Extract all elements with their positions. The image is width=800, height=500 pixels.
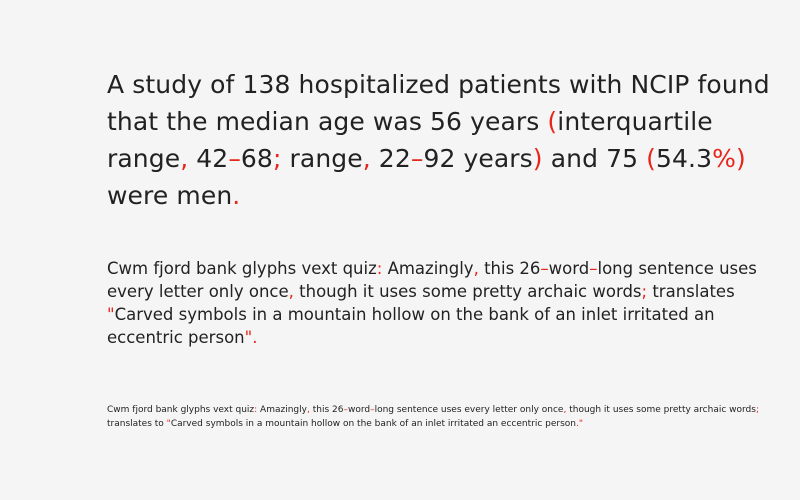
text-run: eccentric person [107,328,245,347]
accent-punctuation: %) [712,144,746,173]
accent-punctuation: ; [755,405,760,415]
text-run: though it uses some pretty archaic words [293,282,642,301]
accent-punctuation: – [370,405,375,415]
accent-punctuation: , [288,282,294,301]
text-run: Cwm fjord bank glyphs vext quiz [107,405,255,415]
text-run: Carved symbols in a mountain hollow on the bank of an inlet irritated an [114,305,715,324]
text-run: every letter only once [107,282,289,301]
text-run: long sentence uses every letter only once [374,405,564,415]
text-run: though it uses some pretty archaic words [566,405,756,415]
text-run: range [281,144,363,173]
accent-punctuation: ( [547,107,558,136]
text-run: translates to [107,418,167,429]
text-line [107,140,800,177]
text-run: 68 [240,144,273,173]
text-run: 92 years [423,144,533,173]
text-run: word [548,259,590,278]
accent-punctuation: ." [576,418,584,429]
text-run: and 75 [542,144,647,173]
text-run: word [347,405,371,415]
text-run: Amazingly [382,259,474,278]
text-run: this 26 [478,259,541,278]
medium-paragraph [107,257,800,349]
accent-punctuation: , [180,144,189,173]
text-line [107,280,800,303]
text-run: long sentence uses [597,259,757,278]
accent-punctuation: : [376,259,383,278]
text-run: were men [107,181,233,210]
accent-punctuation: , [362,144,371,173]
text-run: this 26 [309,405,344,415]
accent-punctuation: ". [244,328,258,347]
accent-punctuation: ) [532,144,543,173]
text-run: range [107,144,181,173]
accent-punctuation: – [540,259,549,278]
accent-punctuation: – [410,144,424,173]
text-line [107,326,800,349]
text-run: Cwm fjord bank glyphs vext quiz [107,259,377,278]
accent-punctuation: – [589,259,598,278]
text-run: 22 [370,144,411,173]
accent-punctuation: , [563,405,567,415]
text-run: interquartile [557,107,713,136]
text-run: 42 [188,144,229,173]
accent-punctuation: , [306,405,310,415]
text-line [107,418,800,432]
text-line [107,303,800,326]
accent-punctuation: " [166,418,171,429]
text-run: that the median age was 56 years [107,107,548,136]
accent-punctuation: : [254,405,258,415]
text-run: 54.3 [656,144,713,173]
text-run: Carved symbols in a mountain hollow on the bank of an inlet irritated an eccentric person [170,418,576,429]
large-paragraph [107,66,800,214]
accent-punctuation: " [107,305,115,324]
accent-punctuation: . [232,181,241,210]
accent-punctuation: , [473,259,479,278]
text-line [107,257,800,280]
accent-punctuation: ; [641,282,648,301]
text-line [107,404,800,418]
text-line [107,103,800,140]
accent-punctuation: – [343,405,348,415]
text-run: translates [647,282,735,301]
text-run: Amazingly [257,405,307,415]
text-run: A study of 138 hospitalized patients with NCIP found [107,70,770,99]
small-paragraph [107,404,800,431]
accent-punctuation: ( [646,144,657,173]
text-line [107,66,800,103]
accent-punctuation: – [228,144,241,173]
text-line [107,177,800,214]
accent-punctuation: ; [272,144,282,173]
